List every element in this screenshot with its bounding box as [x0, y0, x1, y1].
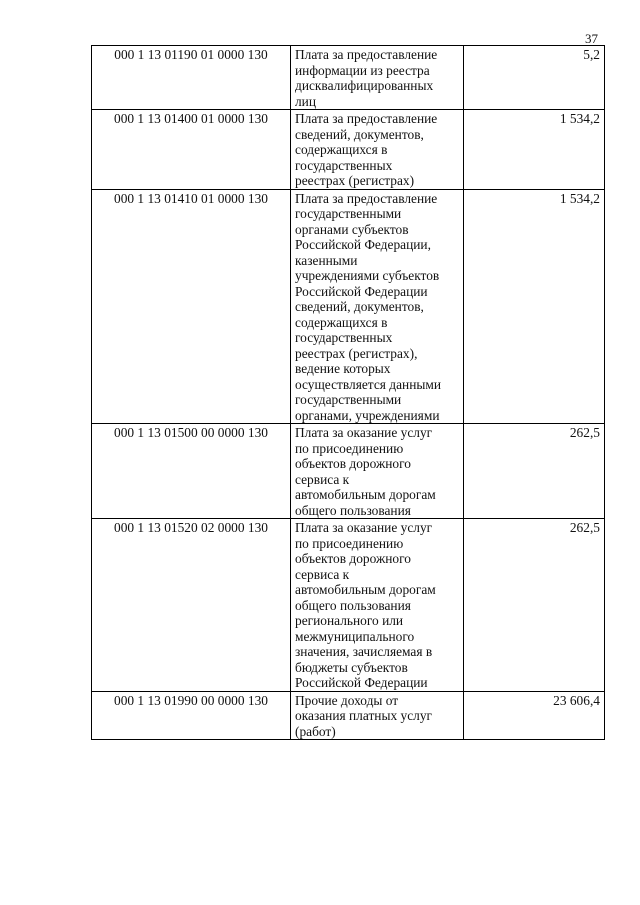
- table-body: [92, 46, 605, 740]
- revenue-name-line: Плата за предоставление: [295, 190, 438, 206]
- revenue-name-line: объектов дорожного: [295, 456, 411, 471]
- revenue-name-line: дисквалифицированных: [295, 78, 434, 93]
- revenue-code-cell: 000 1 13 01520 02 0000 130: [92, 519, 291, 692]
- revenue-name-line: Российской Федерации,: [295, 237, 431, 252]
- revenue-name-cell: [291, 189, 464, 424]
- revenue-code-cell: 000 1 13 01410 01 0000 130: [92, 189, 291, 424]
- revenue-name-line: лиц: [295, 93, 317, 109]
- revenue-name-line: государственных: [295, 330, 393, 345]
- revenue-name-cell: [291, 110, 464, 190]
- table-row: [92, 519, 605, 692]
- revenue-name-cell: [291, 46, 464, 110]
- table-row: [92, 110, 605, 190]
- revenue-name-line: общего пользования: [295, 597, 411, 613]
- revenue-code-cell: 000 1 13 01990 00 0000 130: [92, 691, 291, 740]
- revenue-name-line: Плата за оказание услуг: [295, 425, 433, 440]
- revenue-name-line: общего пользования: [295, 502, 411, 518]
- revenue-name-line: значения, зачисляемая в: [295, 644, 433, 659]
- revenue-amount-cell: 1 534,2: [464, 110, 605, 190]
- table-row: [92, 189, 605, 424]
- revenue-name-line: информации из реестра: [295, 62, 430, 78]
- revenue-name-line: государственными: [295, 206, 402, 221]
- revenue-name-line: Прочие доходы от: [295, 692, 399, 708]
- table-row: [92, 46, 605, 110]
- revenue-name-cell: [291, 691, 464, 740]
- table-row: [92, 424, 605, 519]
- revenue-name-line: автомобильным дорогам: [295, 582, 436, 597]
- revenue-name-line: органами, учреждениями: [295, 407, 440, 423]
- revenue-name-line: (работ): [295, 723, 336, 739]
- revenue-name-line: Российской Федерации: [295, 283, 428, 299]
- revenue-name-line: государственными: [295, 392, 402, 407]
- revenue-amount-cell: 262,5: [464, 519, 605, 692]
- revenue-name-line: казенными: [295, 252, 358, 268]
- revenue-name-line: содержащихся в: [295, 142, 388, 157]
- revenue-name-line: государственных: [295, 157, 393, 173]
- revenue-amount-cell: 1 534,2: [464, 189, 605, 424]
- revenue-name-line: регионального или: [295, 613, 404, 628]
- revenue-name-line: ведение которых: [295, 361, 391, 376]
- revenue-amount-cell: 5,2: [464, 46, 605, 110]
- revenue-name-line: Плата за предоставление: [295, 111, 438, 126]
- revenue-name-line: реестрах (регистрах),: [295, 345, 418, 361]
- revenue-name-line: сведений, документов,: [295, 126, 424, 142]
- budget-revenue-table: [91, 45, 605, 740]
- revenue-name-line: по присоединению: [295, 440, 404, 456]
- revenue-name-line: содержащихся в: [295, 314, 388, 330]
- revenue-name-line: органами субъектов: [295, 221, 409, 237]
- revenue-name-line: сервиса к: [295, 566, 350, 582]
- page-number: 37: [585, 31, 598, 46]
- revenue-name-line: межмуниципального: [295, 628, 415, 644]
- revenue-name-line: сведений, документов,: [295, 299, 424, 314]
- revenue-name-line: реестрах (регистрах): [295, 173, 415, 188]
- revenue-code-cell: 000 1 13 01400 01 0000 130: [92, 110, 291, 190]
- revenue-name-line: бюджеты субъектов: [295, 659, 408, 675]
- revenue-name-cell: [291, 519, 464, 692]
- revenue-amount-cell: 262,5: [464, 424, 605, 519]
- revenue-name-line: осуществляется данными: [295, 376, 441, 392]
- revenue-name-line: оказания платных услуг: [295, 708, 433, 723]
- revenue-name-line: Российской Федерации: [295, 675, 428, 690]
- revenue-name-cell: [291, 424, 464, 519]
- revenue-name-line: объектов дорожного: [295, 551, 411, 566]
- revenue-name-line: учреждениями субъектов: [295, 268, 440, 283]
- revenue-name-line: Плата за оказание услуг: [295, 520, 433, 535]
- table-row: [92, 691, 605, 740]
- revenue-code-cell: 000 1 13 01190 01 0000 130: [92, 46, 291, 110]
- revenue-name-line: Плата за предоставление: [295, 47, 438, 62]
- revenue-name-line: по присоединению: [295, 535, 404, 551]
- revenue-name-line: сервиса к: [295, 471, 350, 487]
- revenue-code-cell: 000 1 13 01500 00 0000 130: [92, 424, 291, 519]
- revenue-name-line: автомобильным дорогам: [295, 487, 436, 502]
- revenue-amount-cell: 23 606,4: [464, 691, 605, 740]
